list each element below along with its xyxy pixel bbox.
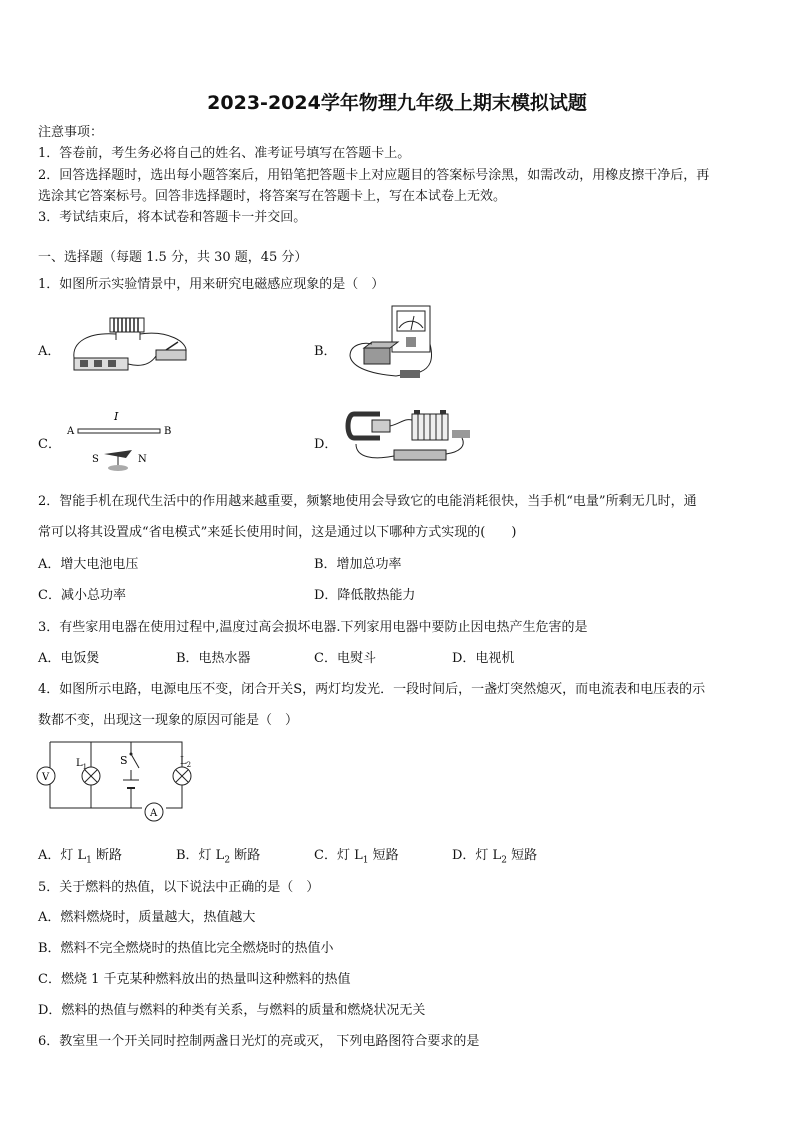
notice-item-2: 2．回答选择题时，选出每小题答案后，用铅笔把答题卡上对应题目的答案标号涂黑，如需改动，用橡皮擦干净后，再 — [38, 168, 710, 183]
q2-stem-line-1: 2．智能手机在现代生活中的作用越来越重要，频繁地使用会导致它的电能消耗很快，当手机“电量”所剩无几时，通 — [38, 494, 697, 509]
notice-item-2-cont: 选涂其它答案标号。回答非选择题时，将答案写在答题卡上，写在本试卷上无效。 — [38, 189, 507, 204]
notice-item-1: 1．答卷前，考生务必将自己的姓名、准考证号填写在答题卡上。 — [38, 146, 411, 161]
lamp-l1-label: $L_1$ — [76, 758, 88, 771]
q4-option-d: D．灯 $L_2$ 短路 — [452, 848, 538, 866]
q1-option-a: A． — [38, 344, 61, 359]
q4-circuit-diagram — [36, 736, 196, 828]
q1-figure-d — [344, 408, 472, 468]
q3-option-a: A．电饭煲 — [38, 651, 100, 666]
q1-option-c: C． — [38, 437, 61, 452]
q1-figure-a — [68, 312, 196, 376]
section-heading: 一、选择题（每题 1.5 分，共 30 题，45 分） — [38, 250, 308, 265]
q6-stem: 6．教室里一个开关同时控制两盏日光灯的亮或灭， 下列电路图符合要求的是 — [38, 1034, 480, 1049]
q5-option-d: D．燃料的热值与燃料的种类有关系，与燃料的质量和燃烧状况无关 — [38, 1003, 426, 1018]
notice-heading: 注意事项： — [38, 125, 104, 140]
q2-option-c: C．减小总功率 — [38, 588, 126, 603]
q1-figure-b — [342, 304, 434, 384]
q1-option-d: D． — [314, 437, 338, 452]
q3-option-b: B．电热水器 — [176, 651, 251, 666]
q5-option-b: B．燃料不完全燃烧时的热值比完全燃烧时的热值小 — [38, 941, 334, 956]
lamp-l2-label: $L_2$ — [180, 756, 192, 769]
q1-figure-c — [64, 408, 182, 474]
q2-option-b: B．增加总功率 — [314, 557, 402, 572]
q1-option-b: B． — [314, 344, 337, 359]
q2-stem-line-2: 常可以将其设置成“省电模式”来延长使用时间，这是通过以下哪种方式实现的( ) — [38, 525, 517, 540]
q1-stem: 1．如图所示实验情景中，用来研究电磁感应现象的是（ ） — [38, 277, 385, 292]
end-a-label: A — [67, 426, 75, 437]
current-label: I — [114, 410, 119, 423]
page-title: 2023-2024学年物理九年级上期末模拟试题 — [207, 92, 587, 114]
q3-option-c: C．电熨斗 — [314, 651, 376, 666]
q3-option-d: D．电视机 — [452, 651, 515, 666]
q5-stem: 5．关于燃料的热值，以下说法中正确的是（ ） — [38, 880, 320, 895]
q4-stem-line-2: 数都不变，出现这一现象的原因可能是（ ） — [38, 713, 299, 728]
south-pole-label: S — [92, 454, 99, 465]
q4-option-c: C．灯 $L_1$ 短路 — [314, 848, 399, 866]
switch-label: S — [120, 754, 128, 767]
ammeter-label: A — [150, 808, 158, 819]
q5-option-c: C．燃烧 1 千克某种燃料放出的热量叫这种燃料的热值 — [38, 972, 351, 987]
notice-item-3: 3．考试结束后，将本试卷和答题卡一并交回。 — [38, 210, 307, 225]
q5-option-a: A．燃料燃烧时，质量越大，热值越大 — [38, 910, 256, 925]
end-b-label: B — [164, 426, 172, 437]
q3-stem: 3．有些家用电器在使用过程中,温度过高会损坏电器.下列家用电器中要防止因电热产生危害的是 — [38, 620, 588, 635]
q4-stem-line-1: 4．如图所示电路，电源电压不变，闭合开关S，两灯均发光．一段时间后，一盏灯突然熄灭，而电流表和电压表的示 — [38, 682, 706, 697]
north-pole-label: N — [138, 454, 147, 465]
q2-option-d: D．降低散热能力 — [314, 588, 416, 603]
q2-option-a: A．增大电池电压 — [38, 557, 139, 572]
voltmeter-label: V — [42, 772, 50, 783]
q4-option-b: B．灯 $L_2$ 断路 — [176, 848, 261, 866]
q4-option-a: A．灯 $L_1$ 断路 — [38, 848, 123, 866]
